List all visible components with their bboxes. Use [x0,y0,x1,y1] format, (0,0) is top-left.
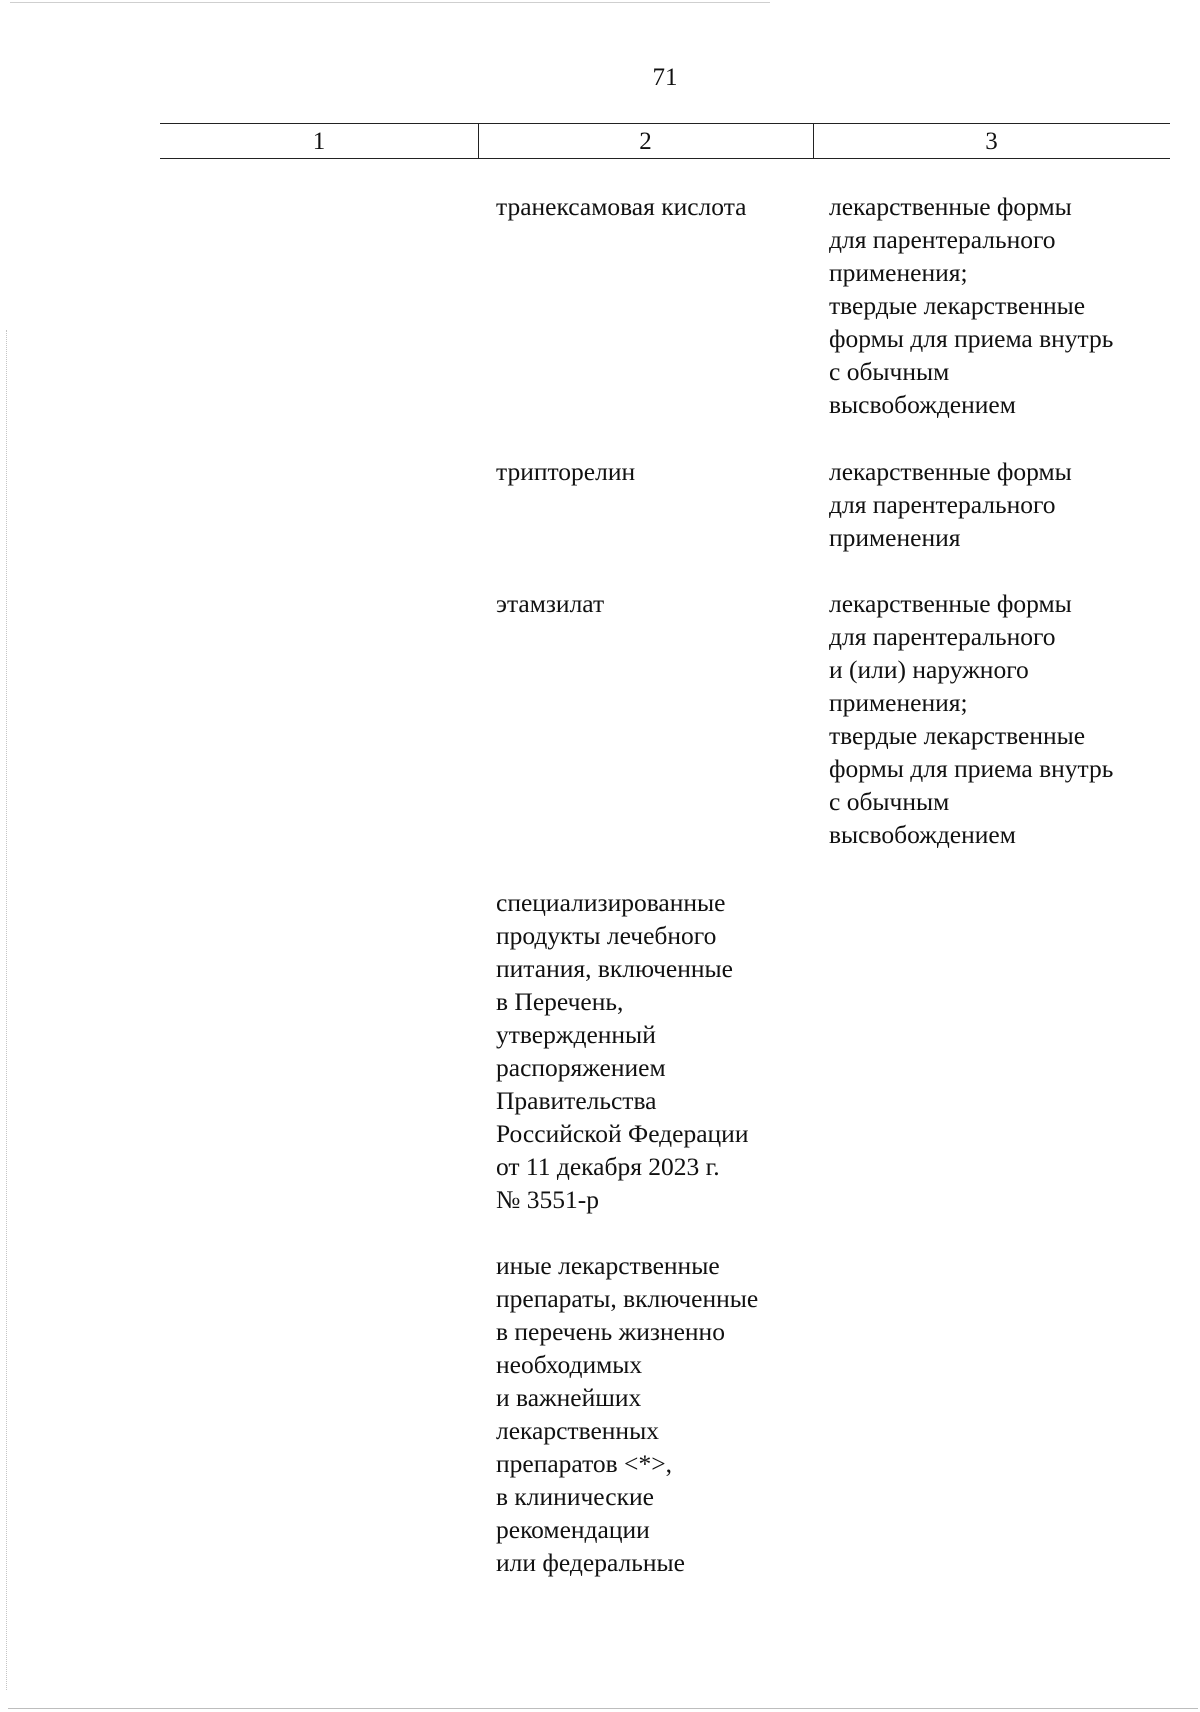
text-line: твердые лекарственные [829,291,1086,320]
text-line: в Перечень, [496,987,624,1016]
text-line: препаратов <*>, [496,1449,672,1478]
drug-name-cell [496,190,746,223]
text-line: необходимых [496,1350,643,1379]
text-line: применения; [829,258,968,287]
text-line: или федеральные [496,1548,685,1577]
drug-name-cell [496,455,635,488]
text-line: продукты лечебного [496,921,717,950]
text-line: для парентерального [829,490,1056,519]
text-line: и (или) наружного [829,655,1029,684]
text-line: лекарственные формы [829,192,1072,221]
dosage-forms-cell [829,190,1113,421]
text-line: формы для приема внутрь [829,754,1114,783]
text-line: высвобождением [829,820,1016,849]
scan-edge-left [6,330,7,1690]
text-line: от 11 декабря 2023 г. [496,1152,720,1181]
page-number: 71 [652,64,678,91]
text-line: лекарственные формы [829,457,1072,486]
text-line: питания, включенные [496,954,733,983]
text-line: с обычным [829,357,950,386]
dosage-forms-cell [829,587,1113,851]
text-line: применения [829,523,961,552]
text-line: № 3551-р [496,1185,599,1214]
text-line: твердые лекарственные [829,721,1086,750]
dosage-forms-cell [829,455,1072,554]
text-line: транексамовая кислота [496,192,747,221]
text-line: высвобождением [829,390,1016,419]
text-line: в клинические [496,1482,654,1511]
table-header-top-rule [160,123,1170,124]
text-line: с обычным [829,787,950,816]
text-line: этамзилат [496,589,605,618]
drug-name-cell [496,587,604,620]
scan-edge-bottom [8,1708,1198,1709]
text-line: специализированные [496,888,726,917]
text-line: утвержденный [496,1020,656,1049]
column-header-3: 3 [985,128,998,155]
column-header-1: 1 [312,128,326,155]
text-line: применения; [829,688,968,717]
text-line: распоряжением [496,1053,666,1082]
text-line: рекомендации [496,1515,650,1544]
text-line: формы для приема внутрь [829,324,1114,353]
drug-name-cell [496,1249,758,1579]
text-line: в перечень жизненно [496,1317,725,1346]
text-line: трипторелин [496,457,636,486]
text-line: для парентерального [829,225,1056,254]
text-line: лекарственные формы [829,589,1072,618]
scan-edge-top [10,2,770,3]
table-header-bottom-rule [160,158,1170,159]
text-line: Правительства [496,1086,657,1115]
text-line: и важнейших [496,1383,642,1412]
text-line: Российской Федерации [496,1119,749,1148]
drug-name-cell [496,886,748,1216]
column-header-2: 2 [639,128,652,155]
text-line: иные лекарственные [496,1251,720,1280]
text-line: для парентерального [829,622,1056,651]
text-line: лекарственных [496,1416,659,1445]
text-line: препараты, включенные [496,1284,759,1313]
